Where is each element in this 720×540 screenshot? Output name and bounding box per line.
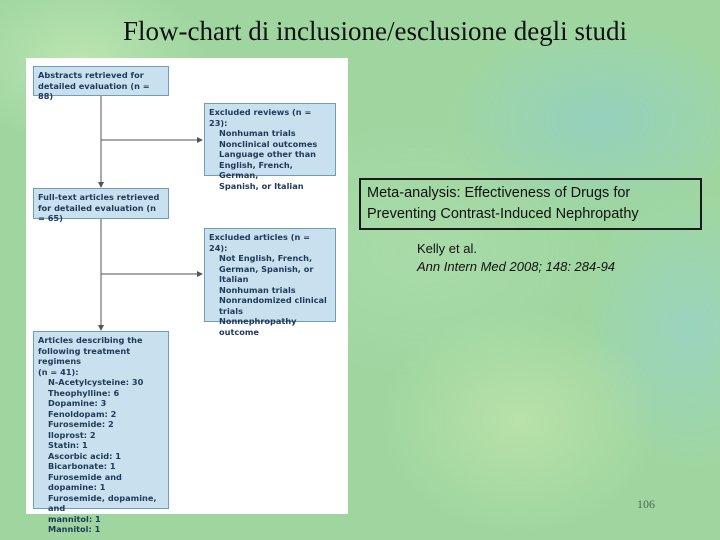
excluded-articles-heading: Excluded articles (n = 24): <box>209 232 310 253</box>
excluded-articles-item: trials <box>219 305 243 316</box>
regimen-item: Furosemide, dopamine, and <box>48 492 157 513</box>
excluded-articles-box <box>204 228 336 337</box>
regimen-item: Iloprost: 2 <box>48 429 96 440</box>
reference-block <box>417 240 615 276</box>
regimen-item: Bicarbonate: 1 <box>48 461 116 471</box>
excluded-reviews-box <box>204 103 336 191</box>
flowchart-panel <box>26 58 348 534</box>
regimen-item: Furosemide: 2 <box>48 419 114 429</box>
regimen-item: Theophylline: 6 <box>48 387 120 398</box>
regimens-heading: Articles describing the <box>38 335 143 345</box>
regimens-box <box>33 331 169 534</box>
excluded-reviews-item: English, French, German, <box>219 159 293 180</box>
excluded-articles-item: Nonnephropathy outcome <box>219 316 297 337</box>
slide-title: Flow-chart di inclusione/esclusione degli studi <box>123 16 627 46</box>
meta-analysis-callout <box>359 178 702 230</box>
callout-line: Meta-analysis: Effectiveness of Drugs for <box>367 185 631 201</box>
excluded-articles-item: Nonhuman trials <box>219 284 296 295</box>
excluded-reviews-item: Language other than <box>219 149 316 159</box>
regimens-heading: (n = 41): <box>38 366 79 377</box>
regimen-item: Statin: 1 <box>48 440 88 450</box>
reference-authors: Kelly et al. <box>417 241 477 256</box>
callout-line: Preventing Contrast-Induced Nephropathy <box>367 206 639 222</box>
excluded-reviews-item: Spanish, or Italian <box>219 180 304 191</box>
regimen-item: N-Acetylcysteine: 30 <box>48 377 144 387</box>
full-text-text: Full-text articles retrieved for detailed evaluation (n = 65) <box>38 192 160 223</box>
regimen-item: Dopamine: 3 <box>48 398 107 408</box>
excluded-articles-item: Nonrandomized clinical <box>219 295 327 305</box>
reference-citation: Ann Intern Med 2008; 148: 284-94 <box>417 259 616 274</box>
excluded-articles-item: Italian <box>219 274 249 284</box>
regimen-item: Ascorbic acid: 1 <box>48 450 121 461</box>
abstracts-text: Abstracts retrieved for detailed evaluation (n = 88) <box>38 70 150 101</box>
excluded-articles-item: Not English, French, <box>219 253 313 263</box>
page-number: 106 <box>637 497 655 511</box>
regimen-item: Furosemide and dopamine: 1 <box>48 471 122 492</box>
regimen-item: Mannitol: 1 <box>48 524 101 534</box>
abstracts-box <box>33 66 169 101</box>
excluded-reviews-item: Nonclinical outcomes <box>219 138 318 149</box>
excluded-articles-item: German, Spanish, or <box>219 263 314 274</box>
regimen-item: Fenoldopam: 2 <box>48 408 117 419</box>
excluded-reviews-heading: Excluded reviews (n = 23): <box>209 107 312 128</box>
regimens-heading: following treatment regimens <box>38 345 131 366</box>
regimen-item: mannitol: 1 <box>48 513 101 524</box>
excluded-reviews-item: Nonhuman trials <box>219 128 296 138</box>
full-text-box <box>33 188 169 223</box>
